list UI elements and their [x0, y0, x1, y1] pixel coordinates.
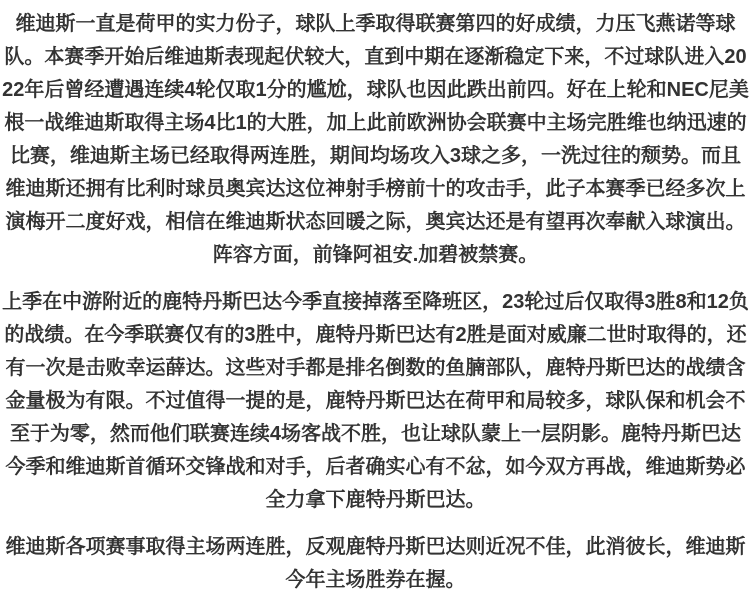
article-paragraph-team-away-analysis: 上季在中游附近的鹿特丹斯巴达今季直接掉落至降班区，23轮过后仅取得3胜8和12负的战绩。在今季联赛仅有的3胜中，鹿特丹斯巴达有2胜是面对威廉二世时取得的，还有一次是击败幸运薛达。这些对手都是排名倒数的鱼腩部队，鹿特丹斯巴达的战绩含金量极为有限。不过值得一提的是，鹿特丹斯巴达在荷甲和局较多，球队保和机会不至于为零，然而他们联赛连续4场客战不胜，也让球队蒙上一层阴影。鹿特丹斯巴达今季和维迪斯首循环交锋战和对手，后者确实心有不忿，如今双方再战，维迪斯势必全力拿下鹿特丹斯巴达。	[2, 291, 749, 511]
article-paragraph-team-home-analysis: 维迪斯一直是荷甲的实力份子，球队上季取得联赛第四的好成绩，力压飞燕诺等球队。本赛季开始后维迪斯表现起伏较大，直到中期在逐渐稳定下来，不过球队进入2022年后曾经遭遇连续4轮仅取1分的尴尬，球队也因此跌出前四。好在上轮和NEC尼美根一战维迪斯取得主场4比1的大胜，加上此前欧洲协会联赛中主场完胜维也纳迅速的比赛，维迪斯主场已经取得两连胜，期间均场攻入3球之多，一洗过往的颓势。而且维迪斯还拥有比利时球员奥宾达这位神射手榜前十的攻击手，此子本赛季已经多次上演梅开二度好戏，相信在维迪斯状态回暖之际，奥宾达还是有望再次奉献入球演出。阵容方面，前锋阿祖安.加碧被禁赛。	[2, 13, 749, 266]
match-analysis-article	[2, 8, 749, 597]
article-paragraph-conclusion: 维迪斯各项赛事取得主场两连胜，反观鹿特丹斯巴达则近况不佳，此消彼长，维迪斯今年主场胜券在握。	[5, 536, 746, 591]
